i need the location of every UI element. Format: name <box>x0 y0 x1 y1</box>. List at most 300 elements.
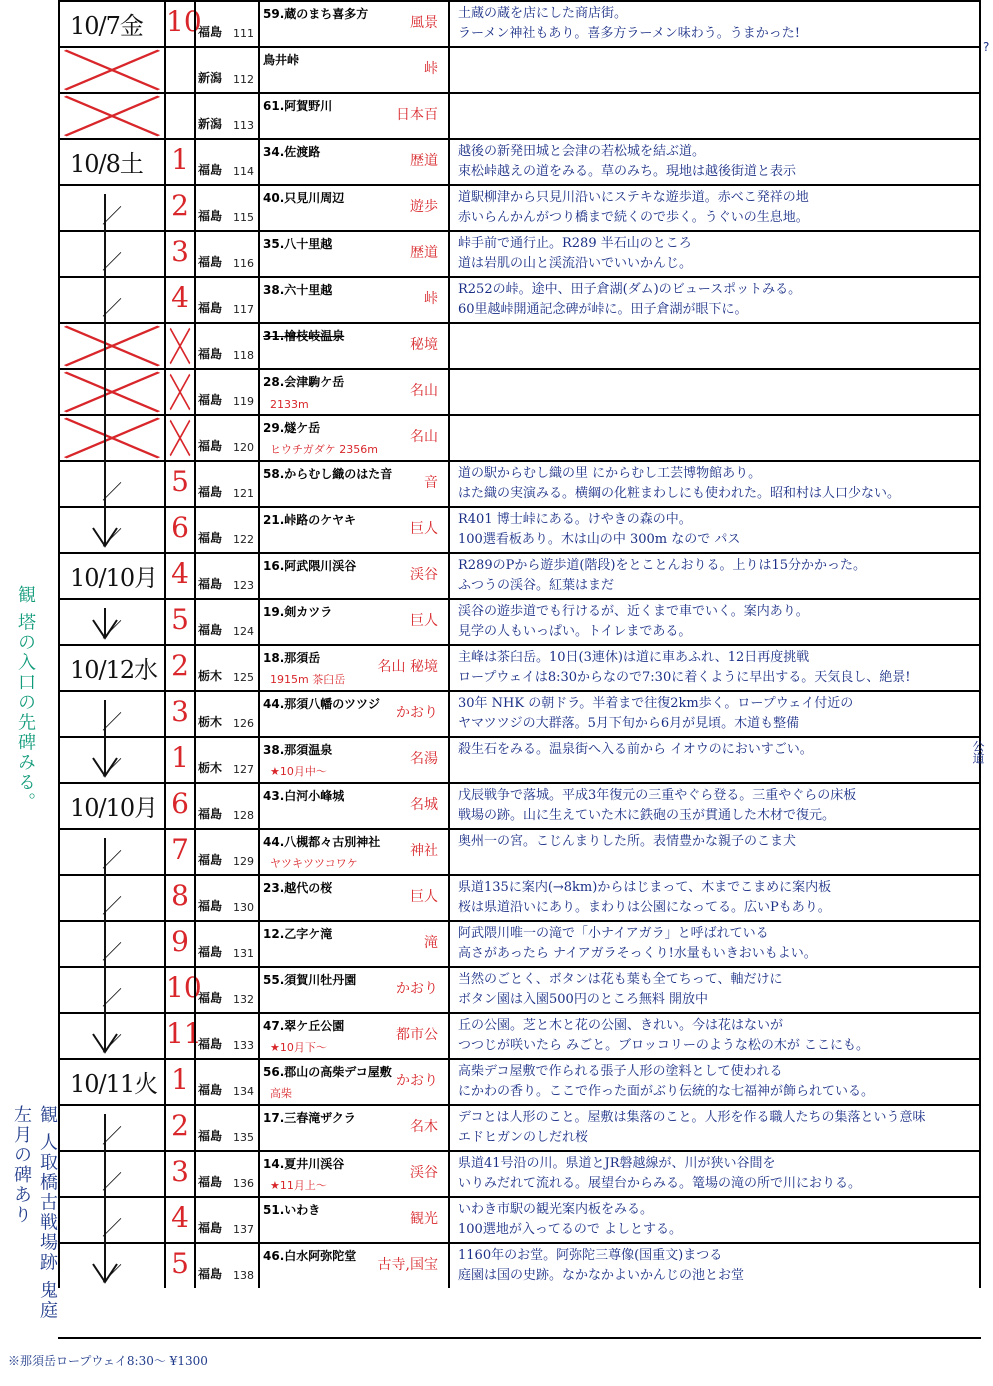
spot-name-cell <box>258 738 448 782</box>
entry-index: 112 <box>233 73 254 86</box>
notes-cell <box>448 554 981 598</box>
category-label: 名城 <box>410 797 438 813</box>
notes-cell <box>448 1060 981 1104</box>
entry-index: 133 <box>233 1039 254 1052</box>
spot-name: 34.佐渡路 <box>263 145 321 159</box>
category-label: かおり <box>396 1073 438 1089</box>
notes-line-2: エドヒガンのしだれ桜 <box>458 1130 589 1145</box>
entry-index: 128 <box>233 809 254 822</box>
prefecture: 福島 <box>198 163 223 177</box>
notes-cell <box>448 370 981 414</box>
entry-index: 124 <box>233 625 254 638</box>
visit-notes <box>458 510 975 550</box>
spot-name-cell <box>258 324 448 368</box>
notes-cell <box>448 646 981 690</box>
category-label: 峠 <box>424 61 438 77</box>
visit-notes <box>458 188 975 228</box>
order-number-cell <box>164 1014 202 1058</box>
spot-name: 17.三春滝ザクラ <box>263 1111 356 1125</box>
spot-name-cell <box>258 1106 448 1150</box>
notes-line-2: 赤いらんかんがつり橋まで続くので歩く。うぐいの生息地。 <box>458 210 809 225</box>
spot-name-cell <box>258 692 448 736</box>
entry-index: 111 <box>233 27 254 40</box>
order-number: 1 <box>171 143 189 176</box>
table-row <box>58 506 981 552</box>
table-row <box>58 782 981 828</box>
prefecture: 福島 <box>198 301 223 315</box>
order-number-cell <box>164 738 194 782</box>
cross-out-icon <box>60 94 164 138</box>
notes-cell <box>448 1198 981 1242</box>
visit-notes <box>458 280 975 320</box>
table-bottom-border <box>58 1337 981 1339</box>
table-row <box>58 598 981 644</box>
entry-index: 118 <box>233 349 254 362</box>
visit-notes <box>458 878 975 918</box>
notes-line-1: R401 博士峠にある。けやきの森の中。 <box>458 512 692 527</box>
visit-notes <box>458 602 975 642</box>
notes-cell <box>448 922 981 966</box>
entry-index: 116 <box>233 257 254 270</box>
tick-mark-icon: ／ <box>102 480 122 504</box>
date-cell <box>58 1060 164 1104</box>
order-number-cell <box>164 278 194 322</box>
spot-name-cell <box>258 140 448 184</box>
spot-name: 38.六十里越 <box>263 283 333 297</box>
prefecture-cell <box>194 232 258 276</box>
order-number-cell <box>164 876 194 920</box>
category-label: 渓谷 <box>410 1165 438 1181</box>
tick-mark-icon: ／ <box>102 986 122 1010</box>
prefecture-cell <box>194 278 258 322</box>
prefecture-cell <box>194 1060 258 1104</box>
down-arrow-icon <box>90 608 120 640</box>
notes-line-2: ヤマツツジの大群落。5月下旬から6月が見頃。木道も整備 <box>458 716 800 731</box>
spot-name: 38.那須温泉 <box>263 743 333 757</box>
visit-notes <box>458 142 975 182</box>
notes-line-2: 60里越峠開通記念碑が峠に。田子倉湖が眼下に。 <box>458 302 748 317</box>
prefecture-cell <box>194 1106 258 1150</box>
entry-index: 129 <box>233 855 254 868</box>
side-note-green: 観 塔の入口の先碑みる。 <box>15 585 36 813</box>
visit-date: 10/7金 <box>70 12 143 40</box>
order-number-cell <box>164 370 194 414</box>
notes-line-1: 30年 NHK の朝ドラ。半着まで往復2km歩く。ロープウェイ付近の <box>458 696 854 711</box>
notes-line-1: 道の駅からむし織の里 にからむし工芸博物館あり。 <box>458 466 762 481</box>
entry-index: 117 <box>233 303 254 316</box>
spot-name: 31.檜枝岐温泉 <box>263 329 345 343</box>
order-number: 3 <box>171 235 189 268</box>
spot-name-cell <box>258 922 448 966</box>
visit-notes <box>458 1154 975 1194</box>
category-label: 巨人 <box>410 889 438 905</box>
order-number-cell <box>164 324 194 368</box>
prefecture: 新潟 <box>198 71 223 85</box>
cross-out-icon <box>166 370 194 414</box>
date-cell <box>58 48 164 92</box>
spot-name: 16.阿武隈川渓谷 <box>263 559 357 573</box>
table-row <box>58 230 981 276</box>
prefecture: 福島 <box>198 899 223 913</box>
spot-name-cell <box>258 646 448 690</box>
entry-index: 123 <box>233 579 254 592</box>
spot-name: 鳥井峠 <box>263 53 300 67</box>
margin-note-right: 公道 <box>971 740 985 764</box>
prefecture-cell <box>194 48 258 92</box>
spot-name-cell <box>258 2 448 46</box>
order-number: 5 <box>171 603 189 636</box>
spot-subnote: ★10月中～ <box>270 765 327 778</box>
notes-line-2: 見学の人もいっぱい。トイレまである。 <box>458 624 692 639</box>
visit-notes <box>458 464 975 504</box>
order-number: 2 <box>171 189 189 222</box>
notes-line-2: 束松峠越えの道をみる。草のみち。現地は越後街道と表示 <box>458 164 797 179</box>
visit-notes <box>458 924 975 964</box>
table-row <box>58 322 981 368</box>
spot-name: 44.那須八幡のツツジ <box>263 697 381 711</box>
order-number-cell <box>164 94 194 138</box>
table-row <box>58 368 981 414</box>
spot-subnote: ★10月下～ <box>270 1041 327 1054</box>
spot-name: 19.剣カツラ <box>263 605 333 619</box>
visit-notes <box>458 1200 975 1240</box>
notes-line-2: 庭園は国の史跡。なかなかよいかんじの池とお堂 <box>458 1268 745 1283</box>
entry-index: 134 <box>233 1085 254 1098</box>
table-row <box>58 138 981 184</box>
margin-question-mark: ? <box>983 40 990 54</box>
cross-out-icon <box>60 48 164 92</box>
order-number-cell <box>164 646 194 690</box>
prefecture-cell <box>194 738 258 782</box>
order-number-cell <box>164 48 194 92</box>
category-label: 渓谷 <box>410 567 438 583</box>
spot-name: 12.乙字ケ滝 <box>263 927 333 941</box>
order-number-cell <box>164 2 202 46</box>
order-number-cell <box>164 830 194 874</box>
notes-line-2: 100選看板あり。木は山の中 300m なので パス <box>458 532 741 547</box>
entry-index: 125 <box>233 671 254 684</box>
visit-date: 10/8土 <box>70 150 143 178</box>
down-arrow-icon <box>90 700 120 778</box>
notes-line-1: R289のPから遊歩道(階段)をとことんおりる。上りは15分かかった。 <box>458 558 867 573</box>
spot-name: 29.燧ケ岳 <box>263 421 321 435</box>
prefecture-cell <box>194 692 258 736</box>
spot-name: 18.那須岳 <box>263 651 321 665</box>
order-number: 1 <box>171 741 189 774</box>
order-number: 3 <box>171 1155 189 1188</box>
notes-cell <box>448 968 981 1012</box>
tick-mark-icon: ／ <box>102 526 122 550</box>
prefecture-cell <box>194 600 258 644</box>
order-number-cell <box>164 416 194 460</box>
order-number: 3 <box>171 695 189 728</box>
notes-line-2: ロープウェイは8:30からなので7:30に着くように早出する。天気良し、絶景! <box>458 670 911 685</box>
visit-notes <box>458 234 975 274</box>
prefecture-cell <box>194 784 258 828</box>
table-row <box>58 736 981 782</box>
down-arrow-icon <box>90 1114 120 1284</box>
notes-line-1: 主峰は茶臼岳。10日(3連休)は道に車あふれ、12日再度挑戦 <box>458 650 810 665</box>
category-label: 遊歩 <box>410 199 438 215</box>
order-number: 1 <box>171 1063 189 1096</box>
spot-name: 21.峠路のケヤキ <box>263 513 357 527</box>
tick-mark-icon: ／ <box>102 894 122 918</box>
tick-mark-icon: ／ <box>102 204 122 228</box>
visit-date: 10/11火 <box>70 1070 158 1098</box>
category-label: 歴道 <box>410 153 438 169</box>
table-row <box>58 414 981 460</box>
tick-mark-icon: ／ <box>102 250 122 274</box>
category-label: 日本百 <box>396 107 438 123</box>
entry-index: 127 <box>233 763 254 776</box>
category-label: 滝 <box>424 935 438 951</box>
order-number-cell <box>164 1152 194 1196</box>
tick-mark-icon: ／ <box>102 1216 122 1240</box>
prefecture-cell <box>194 830 258 874</box>
order-number: 6 <box>171 511 189 544</box>
entry-index: 114 <box>233 165 254 178</box>
table-row <box>58 874 981 920</box>
prefecture-cell <box>194 416 258 460</box>
spot-name-cell <box>258 1060 448 1104</box>
spot-name: 44.八槻都々古別神社 <box>263 835 381 849</box>
prefecture-cell <box>194 554 258 598</box>
notes-cell <box>448 140 981 184</box>
spot-subnote: ヤツキツツコワケ <box>270 857 358 870</box>
tick-mark-icon: ／ <box>102 1170 122 1194</box>
prefecture-cell <box>194 2 258 46</box>
tick-mark-icon: ／ <box>102 848 122 872</box>
category-label: 古寺,国宝 <box>377 1257 438 1273</box>
entry-index: 122 <box>233 533 254 546</box>
prefecture: 福島 <box>198 255 223 269</box>
category-label: 峠 <box>424 291 438 307</box>
entry-index: 115 <box>233 211 254 224</box>
visit-notes <box>458 556 975 596</box>
spot-name: 51.いわき <box>263 1203 321 1217</box>
order-number-cell <box>164 140 194 184</box>
prefecture-cell <box>194 370 258 414</box>
order-number: 4 <box>171 557 189 590</box>
notes-cell <box>448 1106 981 1150</box>
spot-name-cell <box>258 1198 448 1242</box>
tick-mark-icon: ／ <box>102 1124 122 1148</box>
spot-name-cell <box>258 94 448 138</box>
date-cell <box>58 784 164 828</box>
notes-line-1: 土蔵の蔵を店にした商店街。 <box>458 6 628 21</box>
prefecture-cell <box>194 646 258 690</box>
table-row <box>58 690 981 736</box>
notes-cell <box>448 1244 981 1288</box>
notes-cell <box>448 1014 981 1058</box>
notes-cell <box>448 186 981 230</box>
notes-line-1: 戊辰戦争で落城。平成3年復元の三重やぐら登る。三重やぐらの床板 <box>458 788 857 803</box>
spot-subnote: 高柴 <box>270 1087 292 1100</box>
side-note-blue: 観 人取橋古戦場跡 鬼庭左月の碑あり <box>11 1105 58 1321</box>
category-label: 名山 秘境 <box>377 659 438 675</box>
notes-line-1: 越後の新発田城と会津の若松城を結ぶ道。 <box>458 144 706 159</box>
prefecture: 福島 <box>198 1083 223 1097</box>
notes-cell <box>448 94 981 138</box>
entry-index: 132 <box>233 993 254 1006</box>
prefecture: 福島 <box>198 853 223 867</box>
prefecture: 福島 <box>198 25 223 39</box>
table-row <box>58 966 981 1012</box>
spot-name-cell <box>258 416 448 460</box>
prefecture: 福島 <box>198 531 223 545</box>
notes-cell <box>448 1152 981 1196</box>
notes-cell <box>448 48 981 92</box>
visit-notes <box>458 970 975 1010</box>
visit-date: 10/10月 <box>70 794 158 822</box>
table-row <box>58 92 981 138</box>
order-number-cell <box>164 968 202 1012</box>
visit-notes <box>458 786 975 826</box>
spot-name-cell <box>258 462 448 506</box>
notes-cell <box>448 876 981 920</box>
spot-name: 55.須賀川牡丹園 <box>263 973 357 987</box>
notes-line-1: 県道135に案内(→8km)からはじまって、木までこまめに案内板 <box>458 880 832 895</box>
table-row <box>58 46 981 92</box>
prefecture-cell <box>194 94 258 138</box>
category-label: 秘境 <box>410 337 438 353</box>
table-row <box>58 1104 981 1150</box>
notes-line-1: デコとは人形のこと。屋敷は集落のこと。人形を作る職人たちの集落という意味 <box>458 1110 926 1125</box>
visit-notes <box>458 4 975 44</box>
prefecture: 福島 <box>198 945 223 959</box>
notes-line-2: つつじが咲いたら みごと。ブロッコリーのような松の木が ここにも。 <box>458 1038 870 1053</box>
visit-notes <box>458 1108 975 1148</box>
spot-name-cell <box>258 508 448 552</box>
order-number-cell <box>164 232 194 276</box>
prefecture: 福島 <box>198 1129 223 1143</box>
prefecture: 福島 <box>198 1037 223 1051</box>
notes-line-2: 桜は県道沿いにあり。まわりは公園になってる。広いPもあり。 <box>458 900 831 915</box>
notes-line-2: はた織の実演みる。横綱の化粧まわしにも使われた。昭和村は人口少ない。 <box>458 486 901 501</box>
visit-notes <box>458 1246 975 1286</box>
order-number: 8 <box>171 879 189 912</box>
prefecture: 福島 <box>198 991 223 1005</box>
prefecture: 福島 <box>198 1267 223 1281</box>
prefecture: 栃木 <box>198 761 223 775</box>
table-row <box>58 1242 981 1288</box>
spot-name: 46.白水阿弥陀堂 <box>263 1249 357 1263</box>
spot-name-cell <box>258 784 448 828</box>
notes-line-1: 道駅柳津から只見川沿いにステキな遊歩道。赤べこ発祥の地 <box>458 190 809 205</box>
spot-name-cell <box>258 830 448 874</box>
table-row <box>58 460 981 506</box>
order-number: 7 <box>171 833 189 866</box>
notes-cell <box>448 508 981 552</box>
visit-date: 10/12水 <box>70 656 158 684</box>
spot-name: 35.八十里越 <box>263 237 333 251</box>
order-number: 5 <box>171 1247 189 1280</box>
prefecture: 福島 <box>198 623 223 637</box>
category-label: かおり <box>396 981 438 997</box>
prefecture: 新潟 <box>198 117 223 131</box>
entry-index: 113 <box>233 119 254 132</box>
notes-line-1: 県道41号沿の川。県道とJR磐越線が、川が狭い谷間を <box>458 1156 776 1171</box>
visit-notes <box>458 1016 975 1056</box>
prefecture: 福島 <box>198 439 223 453</box>
notes-line-1: 1160年のお堂。阿弥陀三尊像(国重文)まつる <box>458 1248 723 1263</box>
prefecture-cell <box>194 140 258 184</box>
tick-mark-icon: ／ <box>102 756 122 780</box>
entry-index: 135 <box>233 1131 254 1144</box>
notes-line-2: ラーメン神社もあり。喜多方ラーメン味わう。うまかった! <box>458 26 800 41</box>
prefecture-cell <box>194 1152 258 1196</box>
date-cell <box>58 554 164 598</box>
prefecture: 福島 <box>198 209 223 223</box>
footer-note: ※那須岳ロープウェイ8:30～ ¥1300 <box>8 1354 208 1368</box>
spot-subnote: ヒウチガダケ 2356m <box>270 443 378 456</box>
category-label: 神社 <box>410 843 438 859</box>
prefecture-cell <box>194 1198 258 1242</box>
order-number-cell <box>164 554 194 598</box>
notes-line-2: 100選地が入ってるので よしとする。 <box>458 1222 682 1237</box>
notes-cell <box>448 232 981 276</box>
spot-name-cell <box>258 1152 448 1196</box>
visit-notes <box>458 648 975 688</box>
table-row <box>58 1150 981 1196</box>
notes-cell <box>448 600 981 644</box>
notes-cell <box>448 784 981 828</box>
order-number: 2 <box>171 649 189 682</box>
table-row <box>58 0 981 46</box>
entry-index: 137 <box>233 1223 254 1236</box>
spot-name-cell <box>258 1244 448 1288</box>
prefecture: 福島 <box>198 347 223 361</box>
order-number-cell <box>164 1198 194 1242</box>
visit-date: 10/10月 <box>70 564 158 592</box>
prefecture-cell <box>194 1014 258 1058</box>
order-number-cell <box>164 692 194 736</box>
table-row <box>58 276 981 322</box>
notes-line-2: 道は岩肌の山と渓流沿いでいいかんじ。 <box>458 256 693 271</box>
spot-name-cell <box>258 232 448 276</box>
spot-name: 23.越代の桜 <box>263 881 333 895</box>
category-label: 歴道 <box>410 245 438 261</box>
notes-line-1: 渓谷の遊歩道でも行けるが、近くまで車でいく。案内あり。 <box>458 604 809 619</box>
spot-subnote: 2133m <box>270 398 309 411</box>
table-row <box>58 184 981 230</box>
notes-line-1: いわき市駅の観光案内板をみる。 <box>458 1202 654 1217</box>
notes-line-1: 丘の公園。芝と木と花の公園、きれい。今は花はないが <box>458 1018 784 1033</box>
prefecture: 栃木 <box>198 715 223 729</box>
date-cell <box>58 140 164 184</box>
notes-line-2: ふつうの渓谷。紅葉はまだ <box>458 578 615 593</box>
notes-line-1: 高柴デコ屋敷で作られる張子人形の塗料として使われる <box>458 1064 783 1079</box>
entry-index: 131 <box>233 947 254 960</box>
notes-cell <box>448 462 981 506</box>
order-number: 9 <box>171 925 189 958</box>
spot-name-cell <box>258 186 448 230</box>
spot-name-cell <box>258 278 448 322</box>
entry-index: 121 <box>233 487 254 500</box>
category-label: かおり <box>396 705 438 721</box>
order-number: 6 <box>171 787 189 820</box>
prefecture: 福島 <box>198 807 223 821</box>
category-label: 名木 <box>410 1119 438 1135</box>
entry-index: 138 <box>233 1269 254 1282</box>
category-label: 巨人 <box>410 521 438 537</box>
down-arrow-icon <box>90 194 120 548</box>
spot-name: 59.蔵のまち喜多方 <box>263 7 369 21</box>
cross-out-icon <box>166 416 194 460</box>
notes-line-1: R252の峠。途中、田子倉湖(ダム)のビュースポットみる。 <box>458 282 802 297</box>
order-number-cell <box>164 1060 194 1104</box>
order-number-cell <box>164 784 194 828</box>
